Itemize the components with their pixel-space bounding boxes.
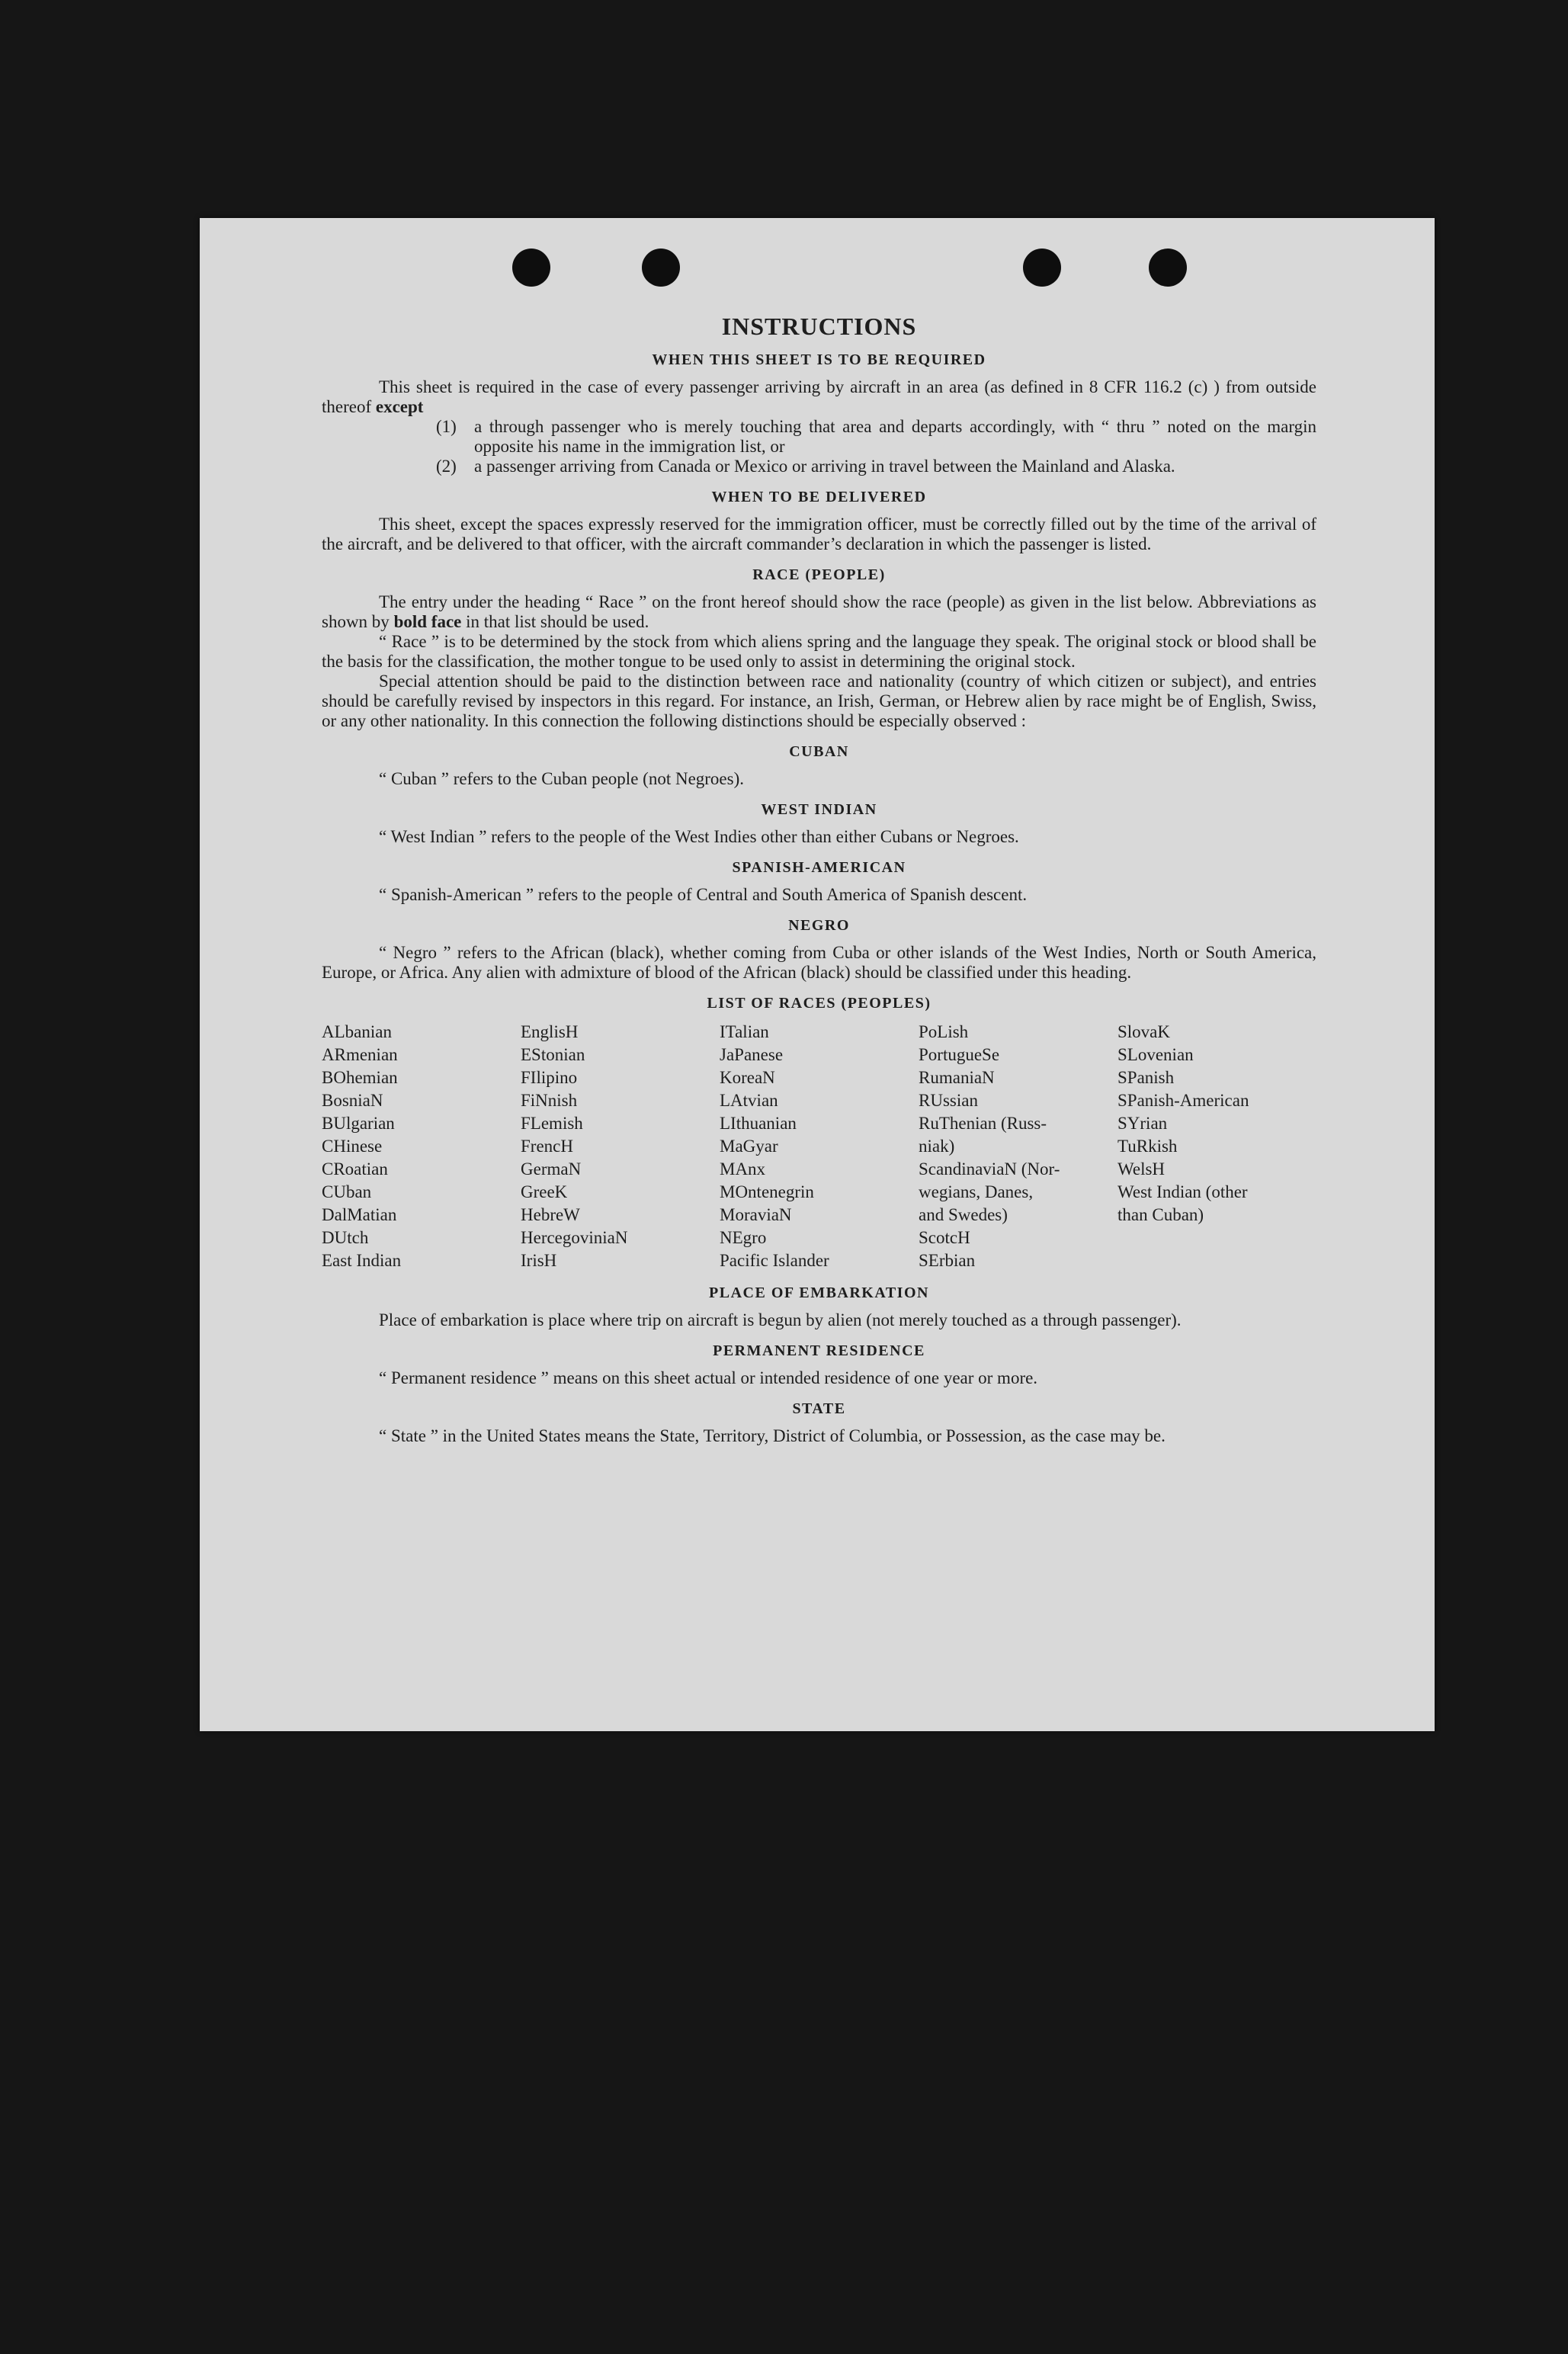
race-entry: FrencH — [521, 1137, 573, 1156]
paragraph-race-1: The entry under the heading “ Race ” on the front hereof should show the race (people) as given in the list below. Abbreviations as shown by bold face in that list should be used. — [322, 592, 1316, 631]
races-column — [521, 1021, 720, 1272]
race-entry: GermaN — [521, 1159, 582, 1179]
race-entry: WelsH — [1117, 1159, 1166, 1179]
race-entry: CUban — [322, 1182, 372, 1201]
race-entry: IrisH — [521, 1251, 557, 1270]
race-entry: JaPanese — [720, 1045, 784, 1064]
document-body — [322, 313, 1316, 1446]
races-column — [720, 1021, 919, 1272]
race-entry: DalMatian — [322, 1205, 397, 1224]
race-entry: SPanish-American — [1117, 1091, 1249, 1110]
race-entry: SPanish — [1117, 1068, 1175, 1087]
race-entry: SYrian — [1117, 1114, 1168, 1133]
race-entry: BUlgarian — [322, 1114, 395, 1133]
race-entry: TuRkish — [1117, 1137, 1178, 1156]
race-entry: Pacific Islander — [720, 1251, 829, 1270]
paragraph-spanish-american: “ Spanish-American ” refers to the people of Central and South America of Spanish descent. — [379, 885, 1028, 904]
race-entry: EnglisH — [521, 1022, 579, 1041]
race-entry: CHinese — [322, 1137, 383, 1156]
punch-hole — [1149, 249, 1187, 287]
paragraph-when-required: This sheet is required in the case of every passenger arriving by aircraft in an area (as defined in 8 CFR 116.2 (c) ) from outside thereof except — [322, 377, 1316, 416]
race-entry: RumaniaN — [919, 1068, 995, 1087]
paragraph-state: “ State ” in the United States means the State, Territory, District of Columbia, or Possession, as the case may be. — [379, 1426, 1166, 1445]
race-entry: SErbian — [919, 1251, 976, 1270]
paragraph-cuban: “ Cuban ” refers to the Cuban people (not Negroes). — [379, 769, 745, 788]
race-entry: BosniaN — [322, 1091, 383, 1110]
race-entry: East Indian — [322, 1251, 402, 1270]
heading-embarkation: PLACE OF EMBARKATION — [709, 1284, 929, 1301]
race-entry: NEgro — [720, 1228, 767, 1247]
punch-hole — [1023, 249, 1061, 287]
race-entry: SlovaK — [1117, 1022, 1170, 1041]
race-entry: ITalian — [720, 1022, 769, 1041]
race-entry: FiNnish — [521, 1091, 578, 1110]
heading-when-delivered: WHEN TO BE DELIVERED — [711, 489, 927, 505]
race-entry: ScandinaviaN (Nor- wegians, Danes, and Swedes) — [919, 1159, 1060, 1224]
race-entry: KoreaN — [720, 1068, 775, 1087]
races-column — [1117, 1021, 1316, 1272]
race-entry: LAtvian — [720, 1091, 778, 1110]
races-table — [322, 1021, 1316, 1272]
race-entry: PoLish — [919, 1022, 969, 1041]
heading-negro: NEGRO — [788, 917, 850, 934]
race-entry: West Indian (other than Cuban) — [1117, 1182, 1248, 1224]
heading-race: RACE (PEOPLE) — [752, 566, 886, 583]
race-entry: SLovenian — [1117, 1045, 1194, 1064]
race-entry: MAnx — [720, 1159, 766, 1179]
document-sheet — [200, 218, 1435, 1731]
race-entry: MaGyar — [720, 1137, 778, 1156]
punch-hole — [642, 249, 680, 287]
races-column — [322, 1021, 521, 1272]
race-entry: BOhemian — [322, 1068, 398, 1087]
race-entry: RuThenian (Russ- niak) — [919, 1114, 1047, 1156]
race-entry: EStonian — [521, 1045, 585, 1064]
list-item: (2) a passenger arriving from Canada or Mexico or arriving in travel between the Mainland and Alaska. — [436, 457, 1175, 476]
race-entry: RUssian — [919, 1091, 978, 1110]
heading-cuban: CUBAN — [789, 743, 849, 760]
paragraph-race-2: “ Race ” is to be determined by the stock from which aliens spring and the language they speak. The original stock or blood shall be the basis for the classification, the mother tongue to be used only to assist in determining the original stock. — [322, 632, 1316, 671]
race-entry: MoraviaN — [720, 1205, 792, 1224]
race-entry: PortugueSe — [919, 1045, 1000, 1064]
heading-permanent-residence: PERMANENT RESIDENCE — [713, 1342, 925, 1359]
paragraph-when-delivered: This sheet, except the spaces expressly reserved for the immigration officer, must be correctly filled out by the time of the arrival of the aircraft, and be delivered to that officer, with the aircraft commander’s declaration in which the passenger is listed. — [322, 515, 1316, 553]
list-item: (1) a through passenger who is merely touching that area and departs accordingly, with “ thru ” noted on the margin opposite his name in the immigration list, or — [436, 417, 1316, 456]
heading-list-of-races: LIST OF RACES (PEOPLES) — [707, 995, 932, 1012]
race-entry: ALbanian — [322, 1022, 392, 1041]
race-entry: HebreW — [521, 1205, 580, 1224]
race-entry: MOntenegrin — [720, 1182, 814, 1201]
heading-west-indian: WEST INDIAN — [761, 801, 877, 818]
race-entry: HercegoviniaN — [521, 1228, 628, 1247]
heading-spanish-american: SPANISH-AMERICAN — [732, 859, 906, 876]
race-entry: DUtch — [322, 1228, 369, 1247]
race-entry: GreeK — [521, 1182, 568, 1201]
paragraph-embarkation: Place of embarkation is place where trip on aircraft is begun by alien (not merely touched as a through passenger). — [379, 1310, 1182, 1329]
heading-state: STATE — [792, 1400, 846, 1417]
paragraph-west-indian: “ West Indian ” refers to the people of the West Indies other than either Cubans or Negroes. — [379, 827, 1019, 846]
race-entry: ScotcH — [919, 1228, 970, 1247]
race-entry: ARmenian — [322, 1045, 398, 1064]
races-column — [919, 1021, 1117, 1272]
race-entry: FLemish — [521, 1114, 583, 1133]
paragraph-negro: “ Negro ” refers to the African (black), whether coming from Cuba or other islands of the West Indies, North or South America, Europe, or Africa. Any alien with admixture of blood of the African (black) should be classified under this heading. — [322, 943, 1316, 982]
heading-when-required: WHEN THIS SHEET IS TO BE REQUIRED — [652, 351, 986, 368]
page-title: INSTRUCTIONS — [721, 313, 917, 340]
race-entry: CRoatian — [322, 1159, 388, 1179]
paragraph-permanent-residence: “ Permanent residence ” means on this sheet actual or intended residence of one year or more. — [379, 1368, 1038, 1387]
punch-hole — [512, 249, 550, 287]
race-entry: LIthuanian — [720, 1114, 797, 1133]
paragraph-race-3: Special attention should be paid to the distinction between race and nationality (country of which citizen or subject), and entries should be carefully revised by inspectors in this regard. For instance, an Irish, German, or Hebrew alien by race might be of English, Swiss, or any other nationality. In this connection the following distinctions should be especially observed : — [322, 672, 1316, 730]
race-entry: FIlipino — [521, 1068, 578, 1087]
